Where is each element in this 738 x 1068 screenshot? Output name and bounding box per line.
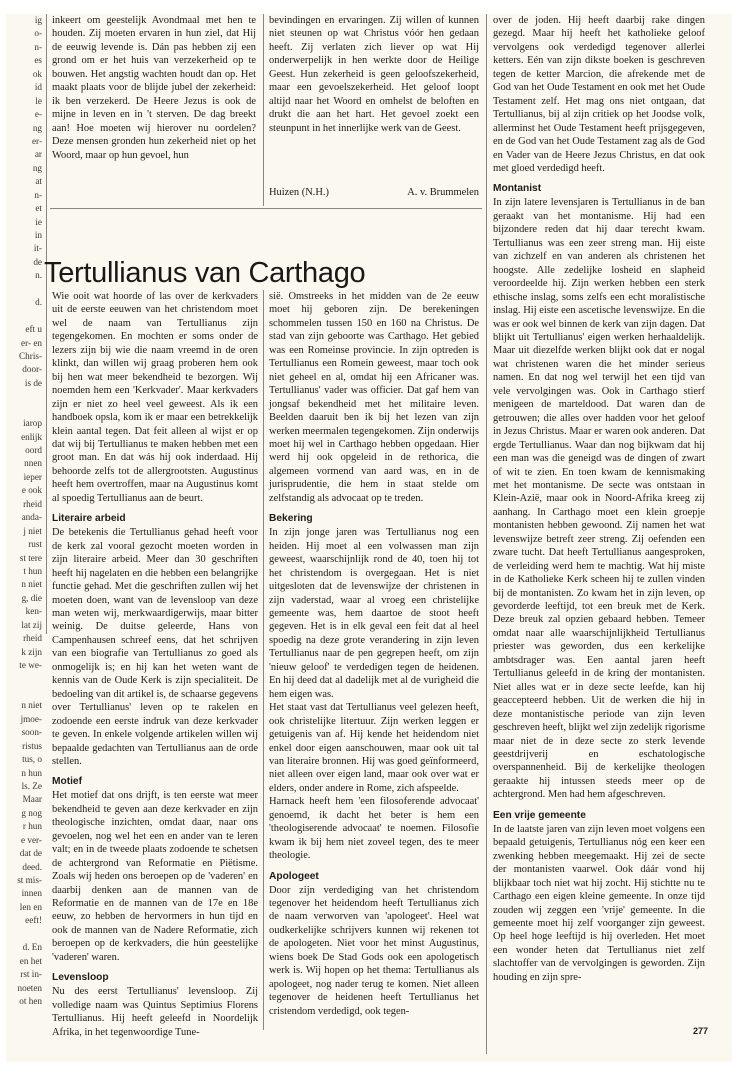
article-title: Tertullianus van Carthago xyxy=(44,257,366,289)
prev-column-line xyxy=(6,390,42,403)
prev-column-line: d. En xyxy=(22,942,42,953)
previous-page-column-fragment xyxy=(6,14,42,1006)
intro-column-1 xyxy=(52,14,256,192)
prev-column-line: rheid xyxy=(23,633,42,644)
signature xyxy=(269,186,479,199)
prev-column-line: door- xyxy=(22,364,42,375)
prev-column-line: ng xyxy=(32,162,42,173)
page-number: 277 xyxy=(692,1026,708,1036)
prev-column-line: iarop xyxy=(23,418,42,429)
prev-column-line: ot hen xyxy=(19,995,42,1006)
prev-column-line: k zijn xyxy=(21,646,42,657)
prev-column-line: de xyxy=(33,256,42,267)
paragraph: In de laatste jaren van zijn leven moet volgens een bepaald getuigenis, Tertullianus nóg een keer een zwenking hebben meegemaakt. Hij zei de secte der montanisten vaarwel. Ook dáár vond hij blijkbaar toch niet wat hij zocht. Hij stichtte nu te Carthago een eigen kleine gemeente. In onze tijd zouden wij zeggen een 'vrije' gemeente. In die gemeente moet hij zelf voorganger zijn geweest. Op heel hoge leeftijd is hij overleden. Het moet een wonder heten dat Tertullianus niet zelf slachtoffer van de vervolgingen is geworden. Zijn houding en zijn spre- xyxy=(493,823,705,983)
paragraph: Harnack heeft hem 'een filosoferende advocaat' genoemd, ik dacht het beter is hem een 'theologiserende advocaat' te noemen. Filosofie kwam ik bij hem niet zoveel tegen, des te meer theologie. xyxy=(269,796,479,862)
signature-author: A. v. Brummelen xyxy=(407,187,479,198)
column-rule xyxy=(263,14,264,206)
section-rule xyxy=(50,208,482,209)
paragraph: Door zijn verdediging van het christendom tegenover het heidendom heeft Tertullianus zich de naam verworven van 'apologeet'. Heel wat oudkerkelijke schrijvers kunnen wij rekenen tot de apologeten. Niet voor het minst Augustinus, wiens boek De Stad Gods ook een apologetisch werk is. Wij hopen op het thema: Tertullianus als apologeet, nog nader terug te komen. Niet alleen tegenover de heidenen heeft Tertullianus het cristendom verdedigd, ook tegen- xyxy=(269,884,479,1017)
prev-column-line: noeten xyxy=(17,982,42,993)
signature-place: Huizen (N.H.) xyxy=(269,187,329,198)
prev-column-line xyxy=(6,672,42,685)
prev-column-line: e ver- xyxy=(21,834,42,845)
section-gap xyxy=(493,802,705,809)
prev-column-line: ok xyxy=(32,68,42,79)
prev-column-line: rst in- xyxy=(20,969,42,980)
prev-column-line: g nog xyxy=(21,807,42,818)
prev-column-line: is de xyxy=(24,377,42,388)
prev-column-line: ristus xyxy=(22,740,42,751)
magazine-page xyxy=(6,14,732,1062)
prev-column-line: eft u xyxy=(25,324,42,335)
section-gap xyxy=(52,505,258,512)
column-rule xyxy=(46,14,47,634)
prev-column-line: n niet xyxy=(21,579,42,590)
prev-column-line: le xyxy=(35,95,42,106)
prev-column-line: deed. xyxy=(22,861,42,872)
prev-column-line: rust xyxy=(28,539,42,550)
prev-column-line: jmoe- xyxy=(20,713,42,724)
prev-column-line xyxy=(6,404,42,417)
prev-column-line: n. xyxy=(35,270,42,281)
prev-column-line: st tere xyxy=(19,552,42,563)
prev-column-line xyxy=(6,686,42,699)
prev-column-line xyxy=(6,928,42,941)
prev-column-line: e- xyxy=(34,109,42,120)
section-gap xyxy=(52,768,258,775)
prev-column-line: e ook xyxy=(21,485,42,496)
prev-column-line: te we- xyxy=(19,660,42,670)
intro-text-2: bevindingen en ervaringen. Zij willen of kunnen niet steunen op wat Christus vóór hen gedaan heeft. Zij verlaten zich liever op wat Hij onderwerpelijk in hen werkte door de Heilige Geest. Hun zekerheid is geen geloofszekerheid, maar een gevoelszekerheid. Het geloof loopt altijd naar het Woord en omhelst de beloften en drukt die aan het hart. Het gevoel zoekt een steunpunt in het innerlijke werk van de Geest. xyxy=(269,15,479,134)
prev-column-line: o- xyxy=(34,28,42,39)
prev-column-line: r hun xyxy=(22,821,42,832)
prev-column-line: ls. Ze xyxy=(21,780,42,791)
section-gap xyxy=(493,175,705,182)
section-heading: Montanist xyxy=(493,183,542,195)
prev-column-line: Chris- xyxy=(19,350,42,361)
prev-column-line: en het xyxy=(19,955,42,966)
article-column-2 xyxy=(269,290,479,1030)
paragraph: In zijn latere levensjaren is Tertullianus in de ban geraakt van het montanisme. Hij had een bijzondere reden dat hij daar terecht kwam. Tertullianus was een zeer streng man. Hij eiste van zichzelf en van anderen als christenen het hoogste. Alle zedelijke losheid en slapheid veroordeelde hij. Zijn werken hebben een sterk ethische inslag, soms zelfs een echt moralistische inslag. Hij eiste een ascetische levenswijze. En die was er ook wel binnen de kerk van zijn dagen. Dat blijkt uit Tertullianus' eigen werken herhaaldelijk. Maar uit diezelfde werken blijkt ook dat er nogal wat christenen waren die het minder serieus namen. En dat nog wel terwijl het een tijd van vele vervolgingen was. Ook in Carthago stierf menigeen de marteldood. Dat waren dan de getrouwen; die alles over hadden voor het geloof in Jezus Christus. Maar er waren ook anderen. Dat ergde Tertullianus. Waar dan nog bijkwam dat hij een man was die geneigd was de dingen of zwart of wit te zien. En toen kwam de kennismaking met het montanisme. De secte was ontstaan in Klein-Azië, maar ook in Noord-Afrika kreeg zij aanhang. In Carthago moet een klein groepje montanisten hebben gewoond. Zij namen het wat levenswijze betreft zeer streng. Zij oefenden een zware tucht. Dat heeft Tertullianus aangesproken, de verleiding werd hem te machtig. Wat hij miste in de Katholieke Kerk scheen hij te zullen vinden bij de montanisten. Zo kwam het in zijn leven, op gevorderde leeftijd, tot een breuk met de Kerk. Deze breuk zal opzien gebaard hebben. Temeer omdat naar alle waarschijnlijkheid Tertullianus priester was geworden, dus een kerkelijke ambtsdrager was. Een aantal jaren heeft Tertullianus geleefd in de kring der montanisten. Niet alles wat er in deze secte leefde, kan hij geaccepteerd hebben. Uit de werken die hij in deze montanistische periode van zijn leven geschreven heeft, blijkt wel zijn zedelijk rigorisme maar niet de in deze secte zo sterk levende geestdrijverij en eschatologische overspannenheid. Bij de kerkelijke theologen geraakte hij intussen steeds meer op de achtergrond. Men had hem afgeschreven. xyxy=(493,197,705,801)
paragraph: Wie ooit wat hoorde of las over de kerkvaders uit de eerste eeuwen van het christendom moet wel de naam van Tertullianus zijn tegengekomen. En mochten er soms onder de lezers zijn bij wie die naam vreemd in de oren klinkt, dan willen wij graag proberen hem ook bij hen wat meer bekendheid te bezorgen. Wij noemden hem een 'Kerkvader'. Maar kerkvaders zijn er niet zo heel veel geweest. Als ik een handboek opsla, kom ik er maar een betrekkelijk klein aantal tegen. Dat feit alleen al wijst er op dat wij bij Tertullianus te maken hebben met een groot man. En dat wás hij ook inderdaad. Hij behoorde zelfs tot de allergrootsten. Augustinus heeft hem overtroffen, maar na Augustinus komt al spoedig Tertullianus aan de beurt. xyxy=(52,291,258,504)
prev-column-line: oord xyxy=(25,445,42,455)
prev-column-line: ken- xyxy=(25,606,42,617)
section-heading: Literaire arbeid xyxy=(52,513,126,525)
prev-column-line: j niet xyxy=(23,525,42,536)
prev-column-line: in xyxy=(34,230,42,240)
prev-column-line: ig xyxy=(34,15,42,25)
prev-column-line: innen xyxy=(21,888,42,899)
prev-column-line: n niet xyxy=(21,700,42,711)
prev-column-line: er- xyxy=(31,135,42,146)
section-heading: Motief xyxy=(52,776,82,788)
section-heading: Levensloop xyxy=(52,972,109,984)
section-gap xyxy=(52,964,258,971)
prev-column-line: eeft! xyxy=(25,915,42,926)
prev-column-line: ie xyxy=(35,216,42,227)
prev-column-line: ng xyxy=(32,122,42,133)
prev-column-line: enlijk xyxy=(21,431,42,442)
prev-column-line: soon- xyxy=(21,727,42,738)
prev-column-line: n- xyxy=(34,41,42,52)
prev-column-line: id xyxy=(34,82,42,93)
prev-column-line: dat de xyxy=(19,848,42,859)
intro-column-2 xyxy=(269,14,479,179)
prev-column-line xyxy=(6,283,42,296)
prev-column-line: ieper xyxy=(23,471,42,482)
article-column-1 xyxy=(52,290,258,1038)
prev-column-line: n hun xyxy=(21,767,42,778)
prev-column-line: ar xyxy=(34,149,42,160)
section-gap xyxy=(269,863,479,870)
prev-column-line: tus, o xyxy=(22,754,42,765)
article-column-3 xyxy=(493,14,705,1022)
section-gap xyxy=(269,505,479,512)
prev-column-line: rheid xyxy=(23,498,42,509)
prev-column-line: er- en xyxy=(21,337,42,348)
paragraph: Het motief dat ons drijft, is ten eerste wat meer bekendheid te geven aan deze kerkvader en zijn theologische inzichten, omdat daar, naar ons gevoelen, nog wel het een en ander van te leren valt; en in de tweede plaats zodoende te schetsen de achtergrond van Reformatie en Piëtisme. Zoals wij heden ons beroepen op de 'vaderen' en daarbij denken aan de mannen van de Reformatie en de mannen van de 17e en 18e eeuw, zo hebben de hervormers in hun tijd en ook de mannen van de Nadere Reformatie, zich beroepen op de kerkvaders, die hún geestelijke 'vaderen' waren. xyxy=(52,790,258,963)
prev-column-line: et xyxy=(35,203,42,214)
prev-column-line: n- xyxy=(34,189,42,200)
prev-column-line: nnen xyxy=(24,458,42,469)
paragraph: Het staat vast dat Tertullianus veel gelezen heeft, ook christelijke litertuur. Zijn werken leggen er getuigenis van af. Hij kende het heidendom niet enkel door eigen aanschouwen, maar ook uit tal van literaire bronnen. Hij was goed geïnformeerd, niet alleen over eigen land, maar ook over wat er elders, onder andere in Rome, zich afspeelde. xyxy=(269,702,479,794)
prev-column-line: es xyxy=(34,55,42,66)
intro-text-1: inkeert om geestelijk Avondmaal met hen te houden. Zij moeten ervaren in hun ziel, dat Hij de eeuwig levende is. Dán pas hebben zij een grond om er het huis van verzekerheid op te bouwen. Het angstig wachten houdt dan op. Het maakt plaats voor de blijde jubel der zekerheid: ik ben verzekerd. De Heere Jezus is ook de mijne in leven en in 't sterven. De dag breekt aan! Hoe moeten wij hierover nu oordelen? Deze mensen gronden hun zekerheid niet op het Woord, maar op hun gevoel, hun xyxy=(52,15,256,161)
prev-column-line: at xyxy=(35,176,42,187)
paragraph: sië. Omstreeks in het midden van de 2e eeuw moet hij geboren zijn. De berekeningen schommelen tussen 150 en 160 na Christus. De stad van zijn geboorte was Carthago. Het gebied was een Romeinse provincie. In zijn optreden is Tertullianus een Romein geweest, maar toch ook niet geheel en al, omdat hij een Africaner was. Tertullianus' vader was officier. Dat gaf hem van jongsaf bekendheid met het militaire leven. Beelden daaruit ben ik bij het lezen van zijn werken meermalen tegengekomen. Zijn onderwijs moet hij wel in Carthago hebben opgedaan. Hier werd hij ook opgeleid in de rethorica, die algemeen vormend van aard was, en in de jurisprudentie, die hem in staat stelde om zelfstandig als advocaat op te treden. xyxy=(269,291,479,504)
prev-column-line: anda- xyxy=(21,512,42,523)
section-heading: Bekering xyxy=(269,513,313,525)
prev-column-line: st mis- xyxy=(17,875,42,885)
section-heading: Een vrije gemeente xyxy=(493,809,586,821)
prev-column-line: lat zij xyxy=(21,619,42,630)
paragraph: De betekenis die Tertullianus gehad heeft voor de kerk zal vooral gezocht moeten worden in zijn literaire arbeid. Meer dan 30 geschriften heeft hij nagelaten en die hebben een belangrijke functie gehad. Met die geschriften zullen wij het moeten doen, want van de levensloop van deze man weten wij, merkwaardigerwijs, maar bitter weinig. De duitse geleerde, Hans von Campenhausen schreef eens, dat het schrijven van een biografie van Tertullianus zo goed als onmogelijk is; en hij kan het weten want de kennis van de Oude Kerk is zijn specialiteit. De bedoeling van dit artikel is, de schaarse gegevens over Tertullianus' leven op te rakelen en zodoende een eerste indruk van deze kerkvader te geven. In enkele volgende artikelen willen wij bepaalde gedachten van Tertullianus aan de orde stellen. xyxy=(52,527,258,767)
paragraph: over de joden. Hij heeft daarbij rake dingen gezegd. Maar hij heeft het katholieke geloof vervolgens ook verdedigd tegenover allerlei ketters. Eén van zijn dikste boeken is geschreven tegen de ketter Marcion, die afrekende met de God van het Oude Testament en ook met het Oude Testament zelf. Het mag ons niet ontgaan, dat Tertullianus, bij al zijn critiek op het Joodse volk, allerminst het Oude Testament heeft prijsgegeven, en de God van het Oude Testament zag als de God en Vader van de Heere Jezus Christus, en dat ook met gloed verdedigd heeft. xyxy=(493,15,705,174)
paragraph: In zijn jonge jaren was Tertullianus nog een heiden. Hij moet al een volwassen man zijn geweest, waarschijnlijk rond de 40, toen hij tot het christendom is overgegaan. Het is niet uitgesloten dat de levenswijze der christenen in zijn vaderstad, waar al vroeg een christelijke gemeente was, hem daartoe de stoot heeft gegeven. Het is in elk geval een feit dat al heel spoedig na deze grote verandering in zijn leven Tertullianus naar de pen gegrepen heeft, om zijn 'nieuw geloof' te verdedigen tegen de heidenen. En hij deed dat al dadelijk met al de vurigheid die hem eigen was. xyxy=(269,527,479,700)
section-heading: Apologeet xyxy=(269,870,319,882)
column-rule xyxy=(486,14,487,1054)
prev-column-line xyxy=(6,310,42,323)
prev-column-line: g, die xyxy=(21,592,42,603)
prev-column-line: d. xyxy=(35,297,42,308)
prev-column-line: len en xyxy=(19,901,42,912)
prev-column-line: it- xyxy=(33,243,42,254)
prev-column-line: t hun xyxy=(23,565,42,576)
column-rule xyxy=(263,290,264,1030)
paragraph: Nu des eerst Tertullianus' levensloop. Zij volledige naam was Quintus Septimius Florens Tertullianus. Hij heeft geleefd in Noordelijk Afrika, in het tegenwoordige Tune- xyxy=(52,986,258,1038)
prev-column-line: Maar xyxy=(22,794,42,805)
